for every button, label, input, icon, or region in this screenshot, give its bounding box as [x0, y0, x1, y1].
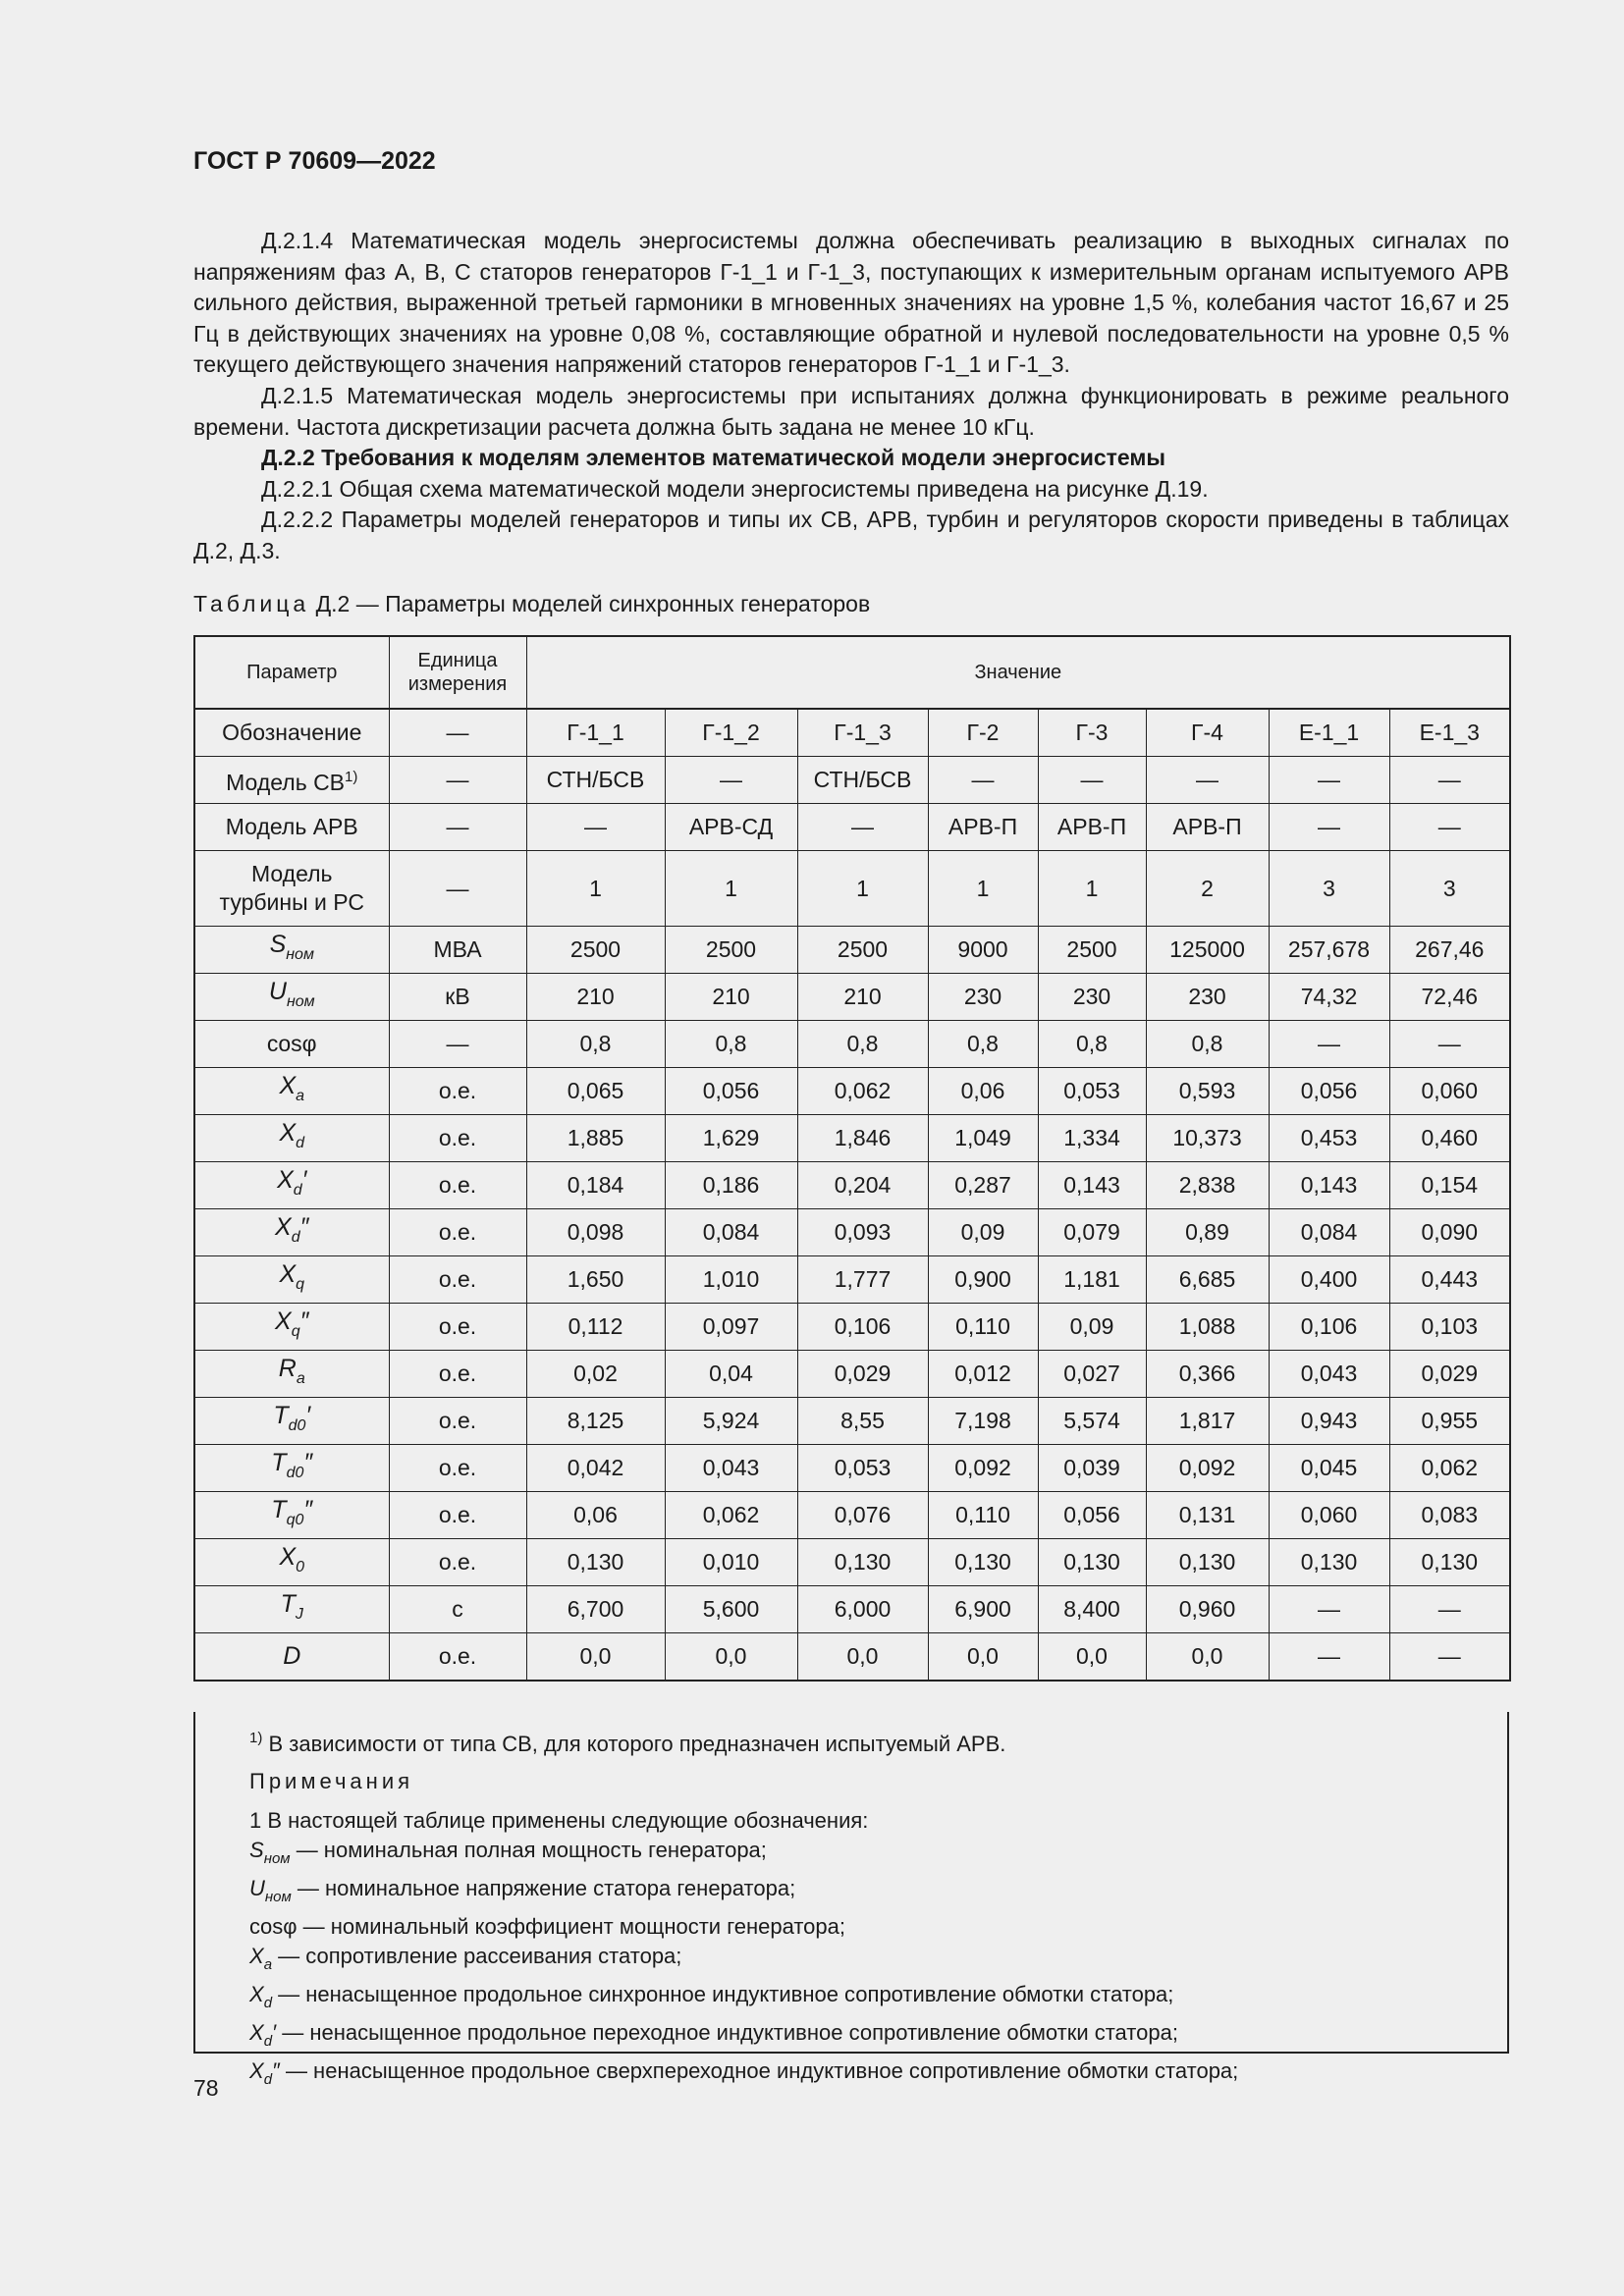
value-cell: 0,143 — [1038, 1162, 1146, 1209]
param-cell: $X_q$ — [194, 1256, 389, 1304]
value-cell: АРВ-П — [1038, 804, 1146, 851]
value-cell: 0,04 — [665, 1351, 797, 1398]
value-cell: 0,8 — [928, 1021, 1038, 1068]
value-cell: 0,130 — [1038, 1539, 1146, 1586]
value-cell: 0,09 — [928, 1209, 1038, 1256]
value-cell: 0,443 — [1389, 1256, 1510, 1304]
value-cell: АРВ-П — [928, 804, 1038, 851]
value-cell: 0,010 — [665, 1539, 797, 1586]
value-cell: 1,629 — [665, 1115, 797, 1162]
value-cell: — — [1269, 1586, 1389, 1633]
value-cell: — — [665, 757, 797, 804]
value-cell: 1,777 — [797, 1256, 928, 1304]
unit-cell: с — [389, 1586, 526, 1633]
value-cell: 0,8 — [797, 1021, 928, 1068]
value-cell: 0,039 — [1038, 1445, 1146, 1492]
value-cell: 0,184 — [526, 1162, 665, 1209]
value-cell: 0,110 — [928, 1492, 1038, 1539]
value-cell: Г-4 — [1146, 709, 1269, 757]
unit-cell: — — [389, 1021, 526, 1068]
unit-cell: о.е. — [389, 1256, 526, 1304]
value-cell: 8,125 — [526, 1398, 665, 1445]
table-row — [194, 1398, 1510, 1445]
value-cell: 8,400 — [1038, 1586, 1146, 1633]
unit-cell: о.е. — [389, 1351, 526, 1398]
value-cell: 0,053 — [797, 1445, 928, 1492]
value-cell: 1,650 — [526, 1256, 665, 1304]
value-cell: 0,084 — [1269, 1209, 1389, 1256]
value-cell: 0,097 — [665, 1304, 797, 1351]
value-cell: 0,103 — [1389, 1304, 1510, 1351]
table-row — [194, 1068, 1510, 1115]
paragraph: Д.2.2 Требования к моделям элементов математической модели энергосистемы — [261, 445, 1166, 471]
value-cell: 0,366 — [1146, 1351, 1269, 1398]
value-cell: 210 — [526, 974, 665, 1021]
note-item: $X_a$ — сопротивление рассеивания статора; — [249, 1944, 682, 1973]
value-cell: 0,0 — [928, 1633, 1038, 1682]
table-row — [194, 1586, 1510, 1633]
note-item: $X_d'$ — ненасыщенное продольное переходное индуктивное сопротивление обмотки статора; — [249, 2020, 1178, 2050]
value-cell: 74,32 — [1269, 974, 1389, 1021]
table-row — [194, 1445, 1510, 1492]
value-cell: — — [1146, 757, 1269, 804]
value-cell: 0,090 — [1389, 1209, 1510, 1256]
value-cell: 1 — [1038, 851, 1146, 927]
param-cell: $T_{d0}''$ — [194, 1445, 389, 1492]
value-cell: 0,02 — [526, 1351, 665, 1398]
value-cell: 0,130 — [928, 1539, 1038, 1586]
value-cell: 1 — [526, 851, 665, 927]
param-cell: $U_{ном}$ — [194, 974, 389, 1021]
unit-cell: о.е. — [389, 1398, 526, 1445]
table-row — [194, 974, 1510, 1021]
param-cell: $S_{ном}$ — [194, 927, 389, 974]
value-cell: 0,110 — [928, 1304, 1038, 1351]
note-item: $S_{ном}$ — номинальная полная мощность генератора; — [249, 1838, 767, 1867]
value-cell: 0,076 — [797, 1492, 928, 1539]
value-cell: 0,0 — [526, 1633, 665, 1682]
value-cell: 0,130 — [797, 1539, 928, 1586]
header-value: Значение — [526, 636, 1510, 709]
param-cell: $X_a$ — [194, 1068, 389, 1115]
param-cell: Обозначение — [194, 709, 389, 757]
table-row — [194, 1021, 1510, 1068]
value-cell: 0,955 — [1389, 1398, 1510, 1445]
value-cell: 0,453 — [1269, 1115, 1389, 1162]
value-cell: 0,062 — [797, 1068, 928, 1115]
value-cell: 5,574 — [1038, 1398, 1146, 1445]
value-cell: — — [1389, 1021, 1510, 1068]
value-cell: — — [1269, 804, 1389, 851]
unit-cell: — — [389, 757, 526, 804]
value-cell: 72,46 — [1389, 974, 1510, 1021]
table-row — [194, 1633, 1510, 1682]
value-cell: 0,092 — [928, 1445, 1038, 1492]
unit-cell: о.е. — [389, 1492, 526, 1539]
value-cell: 7,198 — [928, 1398, 1038, 1445]
notes-title: Примечания — [249, 1769, 414, 1793]
param-cell: Модель турбины и РС — [194, 851, 389, 927]
value-cell: — — [1389, 757, 1510, 804]
param-cell: $T_J$ — [194, 1586, 389, 1633]
document-header: ГОСТ Р 70609—2022 — [193, 147, 436, 175]
param-cell: $X_0$ — [194, 1539, 389, 1586]
table-row — [194, 1115, 1510, 1162]
value-cell: 9000 — [928, 927, 1038, 974]
value-cell: 6,000 — [797, 1586, 928, 1633]
value-cell: Г-1_1 — [526, 709, 665, 757]
table-row — [194, 757, 1510, 804]
value-cell: 0,043 — [665, 1445, 797, 1492]
value-cell: 0,065 — [526, 1068, 665, 1115]
value-cell: 0,079 — [1038, 1209, 1146, 1256]
paragraph: Д.2.1.4 Математическая модель энергосистемы должна обеспечивать реализацию в выходных сигналах по напряжениям фаз А, В, С статоров генераторов Г-1_1 и Г-1_3, поступающих к измерительным органам испытуемого АРВ сильного действия, выраженной третьей гармоники в мгновенных значениях на уровне 1,5 %, колебания частот 16,67 и 25 Гц в действующих значениях на уровне 0,08 %, составляющие обратной и нулевой последовательности на уровне 0,5 % текущего действующего значения напряжений статоров генераторов Г-1_1 и Г-1_3. — [193, 228, 1509, 378]
table-row — [194, 1492, 1510, 1539]
unit-cell: кВ — [389, 974, 526, 1021]
note-item: $X_d''$ — ненасыщенное продольное сверхпереходное индуктивное сопротивление обмотки статора; — [249, 2058, 1239, 2088]
value-cell: 0,130 — [1269, 1539, 1389, 1586]
notes-intro: 1 В настоящей таблице применены следующие обозначения: — [249, 1808, 869, 1833]
unit-cell: — — [389, 709, 526, 757]
param-cell: D — [194, 1633, 389, 1682]
value-cell: 0,0 — [1038, 1633, 1146, 1682]
value-cell: — — [1269, 1633, 1389, 1682]
value-cell: 0,106 — [1269, 1304, 1389, 1351]
value-cell: 1 — [665, 851, 797, 927]
value-cell: 0,062 — [1389, 1445, 1510, 1492]
value-cell: 267,46 — [1389, 927, 1510, 974]
value-cell: 2500 — [1038, 927, 1146, 974]
param-cell: $T_{d0}'$ — [194, 1398, 389, 1445]
param-cell: $X_d''$ — [194, 1209, 389, 1256]
value-cell: СТН/БСВ — [797, 757, 928, 804]
value-cell: — — [928, 757, 1038, 804]
value-cell: 1,181 — [1038, 1256, 1146, 1304]
param-cell: $X_d$ — [194, 1115, 389, 1162]
value-cell: 0,092 — [1146, 1445, 1269, 1492]
value-cell: — — [1389, 804, 1510, 851]
unit-cell: МВА — [389, 927, 526, 974]
value-cell: 0,8 — [1146, 1021, 1269, 1068]
value-cell: 6,685 — [1146, 1256, 1269, 1304]
note-item: cosφ — номинальный коэффициент мощности генератора; — [249, 1914, 845, 1939]
value-cell: 5,600 — [665, 1586, 797, 1633]
param-cell: $R_a$ — [194, 1351, 389, 1398]
value-cell: 0,056 — [1269, 1068, 1389, 1115]
value-cell: 2 — [1146, 851, 1269, 927]
param-cell: Модель СВ$^{1)}$ — [194, 757, 389, 804]
value-cell: 2,838 — [1146, 1162, 1269, 1209]
table-row — [194, 1539, 1510, 1586]
value-cell: 3 — [1269, 851, 1389, 927]
page-number: 78 — [193, 2075, 219, 2101]
value-cell: 0,056 — [665, 1068, 797, 1115]
paragraph: Д.2.2.2 Параметры моделей генераторов и типы их СВ, АРВ, турбин и регуляторов скорости приведены в таблицах Д.2, Д.3. — [193, 507, 1509, 563]
param-cell: Модель АРВ — [194, 804, 389, 851]
value-cell: 0,0 — [797, 1633, 928, 1682]
unit-cell: о.е. — [389, 1445, 526, 1492]
value-cell: 0,106 — [797, 1304, 928, 1351]
value-cell: 0,287 — [928, 1162, 1038, 1209]
table-row — [194, 804, 1510, 851]
value-cell: СТН/БСВ — [526, 757, 665, 804]
value-cell: Г-3 — [1038, 709, 1146, 757]
value-cell: 0,593 — [1146, 1068, 1269, 1115]
body-text — [193, 226, 1509, 567]
parameters-table — [193, 635, 1511, 1682]
value-cell: — — [526, 804, 665, 851]
header-unit: Единица измерения — [389, 636, 526, 709]
value-cell: 0,098 — [526, 1209, 665, 1256]
footnote: $^{1)}$ В зависимости от типа СВ, для которого предназначен испытуемый АРВ. — [249, 1730, 1006, 1756]
value-cell: 0,045 — [1269, 1445, 1389, 1492]
value-cell: 210 — [797, 974, 928, 1021]
value-cell: 8,55 — [797, 1398, 928, 1445]
value-cell: 0,093 — [797, 1209, 928, 1256]
value-cell: 0,060 — [1389, 1068, 1510, 1115]
param-cell: cosφ — [194, 1021, 389, 1068]
value-cell: 1,010 — [665, 1256, 797, 1304]
value-cell: 3 — [1389, 851, 1510, 927]
value-cell: — — [1038, 757, 1146, 804]
note-item: $U_{ном}$ — номинальное напряжение статора генератора; — [249, 1876, 796, 1905]
value-cell: 0,084 — [665, 1209, 797, 1256]
value-cell: 230 — [1146, 974, 1269, 1021]
value-cell: — — [1269, 757, 1389, 804]
value-cell: 2500 — [797, 927, 928, 974]
value-cell: 2500 — [665, 927, 797, 974]
value-cell: 1 — [797, 851, 928, 927]
table-row — [194, 927, 1510, 974]
value-cell: 2500 — [526, 927, 665, 974]
value-cell: 1,049 — [928, 1115, 1038, 1162]
value-cell: 0,943 — [1269, 1398, 1389, 1445]
table-row — [194, 1209, 1510, 1256]
table-row — [194, 1256, 1510, 1304]
value-cell: 0,130 — [1146, 1539, 1269, 1586]
value-cell: 0,130 — [526, 1539, 665, 1586]
value-cell: 6,700 — [526, 1586, 665, 1633]
value-cell: — — [1269, 1021, 1389, 1068]
value-cell: 0,027 — [1038, 1351, 1146, 1398]
value-cell: 0,204 — [797, 1162, 928, 1209]
value-cell: Г-2 — [928, 709, 1038, 757]
value-cell: 0,460 — [1389, 1115, 1510, 1162]
value-cell: Е-1_3 — [1389, 709, 1510, 757]
unit-cell: о.е. — [389, 1633, 526, 1682]
value-cell: 0,186 — [665, 1162, 797, 1209]
unit-cell: о.е. — [389, 1304, 526, 1351]
value-cell: 210 — [665, 974, 797, 1021]
value-cell: 1,088 — [1146, 1304, 1269, 1351]
value-cell: 0,8 — [526, 1021, 665, 1068]
value-cell: 0,0 — [665, 1633, 797, 1682]
value-cell: — — [1389, 1586, 1510, 1633]
value-cell: 0,09 — [1038, 1304, 1146, 1351]
value-cell: 230 — [928, 974, 1038, 1021]
value-cell: 0,06 — [526, 1492, 665, 1539]
unit-cell: о.е. — [389, 1162, 526, 1209]
value-cell: 1,885 — [526, 1115, 665, 1162]
value-cell: 1,334 — [1038, 1115, 1146, 1162]
value-cell: 0,89 — [1146, 1209, 1269, 1256]
value-cell: 0,8 — [1038, 1021, 1146, 1068]
value-cell: 0,112 — [526, 1304, 665, 1351]
param-cell: $X_q''$ — [194, 1304, 389, 1351]
table-row — [194, 851, 1510, 927]
unit-cell: о.е. — [389, 1209, 526, 1256]
value-cell: 257,678 — [1269, 927, 1389, 974]
value-cell: 0,0 — [1146, 1633, 1269, 1682]
value-cell: 0,083 — [1389, 1492, 1510, 1539]
value-cell: 0,143 — [1269, 1162, 1389, 1209]
unit-cell: — — [389, 804, 526, 851]
value-cell: 1 — [928, 851, 1038, 927]
value-cell: АРВ-П — [1146, 804, 1269, 851]
value-cell: 10,373 — [1146, 1115, 1269, 1162]
table-row — [194, 1351, 1510, 1398]
unit-cell: о.е. — [389, 1539, 526, 1586]
value-cell: — — [797, 804, 928, 851]
value-cell: 0,053 — [1038, 1068, 1146, 1115]
header-parameter: Параметр — [194, 636, 389, 709]
table-row — [194, 1304, 1510, 1351]
value-cell: 0,131 — [1146, 1492, 1269, 1539]
value-cell: 0,029 — [1389, 1351, 1510, 1398]
value-cell: 0,154 — [1389, 1162, 1510, 1209]
param-cell: $T_{q0}''$ — [194, 1492, 389, 1539]
value-cell: 0,062 — [665, 1492, 797, 1539]
table-row — [194, 1162, 1510, 1209]
value-cell: 0,012 — [928, 1351, 1038, 1398]
value-cell: 6,900 — [928, 1586, 1038, 1633]
value-cell: 125000 — [1146, 927, 1269, 974]
paragraph: Д.2.1.5 Математическая модель энергосистемы при испытаниях должна функционировать в режиме реального времени. Частота дискретизации расчета должна быть задана не менее 10 кГц. — [193, 382, 1509, 440]
value-cell: Е-1_1 — [1269, 709, 1389, 757]
value-cell: — — [1389, 1633, 1510, 1682]
value-cell: 0,029 — [797, 1351, 928, 1398]
table-row — [194, 709, 1510, 757]
value-cell: 0,043 — [1269, 1351, 1389, 1398]
value-cell: 0,900 — [928, 1256, 1038, 1304]
value-cell: 1,846 — [797, 1115, 928, 1162]
value-cell: Г-1_2 — [665, 709, 797, 757]
value-cell: Г-1_3 — [797, 709, 928, 757]
value-cell: 0,042 — [526, 1445, 665, 1492]
unit-cell: — — [389, 851, 526, 927]
value-cell: 0,130 — [1389, 1539, 1510, 1586]
value-cell: 0,8 — [665, 1021, 797, 1068]
value-cell: 0,056 — [1038, 1492, 1146, 1539]
value-cell: 1,817 — [1146, 1398, 1269, 1445]
value-cell: 0,06 — [928, 1068, 1038, 1115]
value-cell: АРВ-СД — [665, 804, 797, 851]
value-cell: 0,400 — [1269, 1256, 1389, 1304]
value-cell: 230 — [1038, 974, 1146, 1021]
unit-cell: о.е. — [389, 1068, 526, 1115]
value-cell: 5,924 — [665, 1398, 797, 1445]
unit-cell: о.е. — [389, 1115, 526, 1162]
value-cell: 0,060 — [1269, 1492, 1389, 1539]
param-cell: $X_d'$ — [194, 1162, 389, 1209]
note-item: $X_d$ — ненасыщенное продольное синхронное индуктивное сопротивление обмотки статора; — [249, 1982, 1174, 2011]
paragraph: Д.2.2.1 Общая схема математической модели энергосистемы приведена на рисунке Д.19. — [261, 475, 1209, 502]
value-cell: 0,960 — [1146, 1586, 1269, 1633]
table-caption: Таблица Д.2 — Параметры моделей синхронных генераторов — [193, 591, 871, 616]
